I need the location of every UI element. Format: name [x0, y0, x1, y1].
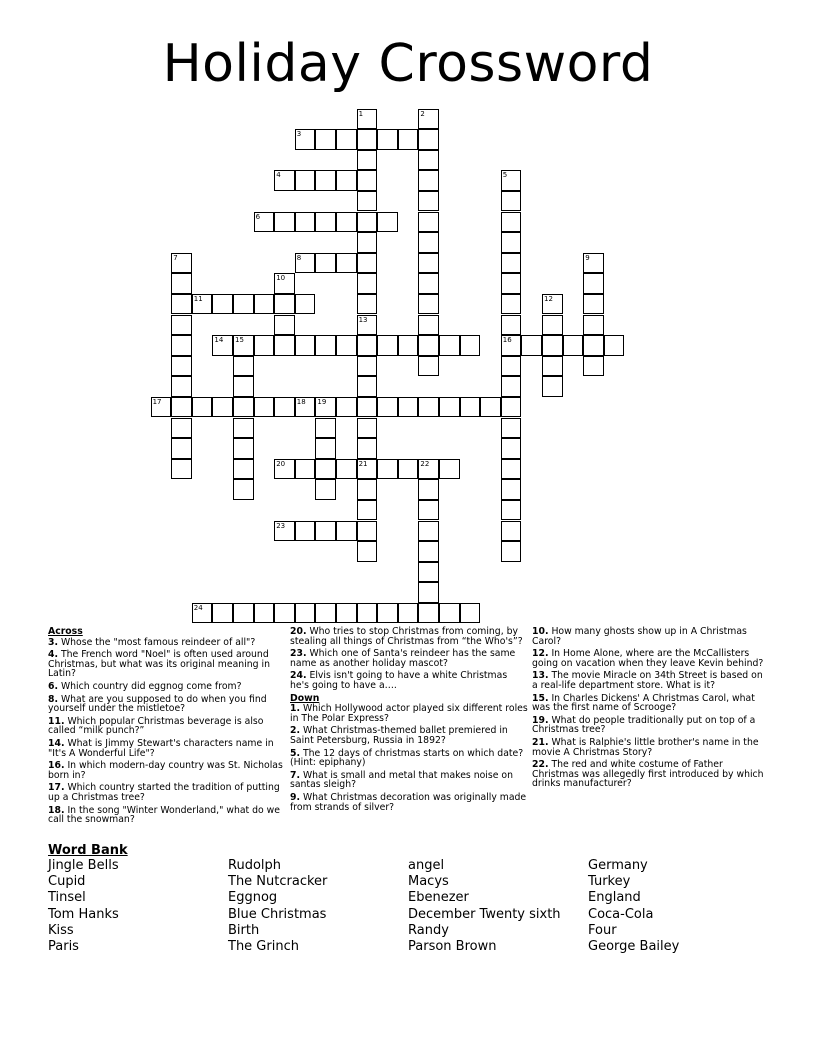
clue-number: 3.	[48, 636, 59, 648]
word-bank-item: England	[588, 890, 641, 906]
clue-text: In Home Alone, where are the McCallisters going on vacation when they leave Kevin behind?	[532, 648, 764, 669]
clue-number: 21.	[532, 736, 549, 748]
word-bank-item: angel	[408, 858, 445, 873]
word-bank-item: Paris	[48, 939, 79, 954]
grid-cell[interactable]	[233, 603, 254, 624]
grid-cell[interactable]	[377, 603, 398, 624]
clue-item	[290, 704, 528, 723]
clue-item	[532, 738, 770, 757]
cell-number: 19	[317, 397, 327, 406]
grid-cell[interactable]	[357, 212, 378, 233]
clue-text: In which modern-day country was St. Nicholas born in?	[48, 760, 283, 781]
grid-cell[interactable]	[315, 129, 336, 150]
grid-cell[interactable]	[501, 315, 522, 336]
clue-number: 23.	[290, 648, 307, 660]
grid-cell[interactable]	[501, 500, 522, 521]
grid-cell[interactable]	[501, 459, 522, 480]
grid-cell[interactable]	[295, 335, 316, 356]
clue-number: 9.	[290, 791, 301, 803]
word-bank-item: The Nutcracker	[228, 874, 328, 890]
grid-cell[interactable]	[377, 397, 398, 418]
clue-number: 17.	[48, 782, 65, 794]
cell-number: 22	[420, 459, 430, 468]
clue-text: What is Ralphie's little brother's name in the movie A Christmas Story?	[532, 736, 759, 758]
clue-text: What Christmas decoration was originally made from strands of silver?	[290, 791, 527, 813]
word-bank-item: Germany	[588, 858, 648, 873]
grid-cell[interactable]	[295, 603, 316, 624]
clue-item	[48, 783, 286, 802]
word-bank-item: Turkey	[588, 874, 631, 890]
cell-number: 2	[420, 109, 425, 118]
cell-number: 23	[276, 521, 286, 530]
grid-cell[interactable]	[542, 315, 563, 336]
clue-text: What is Jimmy Stewart's characters name in "It's A Wonderful Life"?	[48, 737, 274, 759]
clue-text: Which one of Santa's reindeer has the same name as another holiday mascot?	[290, 648, 516, 669]
grid-cell[interactable]	[542, 335, 563, 356]
grid-cell[interactable]	[377, 212, 398, 233]
grid-cell[interactable]	[357, 150, 378, 171]
clue-item	[290, 671, 528, 690]
grid-cell[interactable]	[418, 356, 439, 377]
grid-cell[interactable]	[171, 356, 192, 377]
grid-cell[interactable]	[501, 438, 522, 459]
clue-item	[48, 739, 286, 758]
grid-cell[interactable]	[233, 418, 254, 439]
word-bank-list	[48, 858, 768, 958]
grid-cell[interactable]	[233, 459, 254, 480]
word-bank-item: Eggnog	[228, 890, 278, 906]
clue-number: 22.	[532, 759, 549, 771]
clue-text: How many ghosts show up in A Christmas Carol?	[532, 626, 747, 647]
grid-cell[interactable]	[377, 459, 398, 480]
grid-cell[interactable]	[357, 479, 378, 500]
grid-cell[interactable]	[418, 521, 439, 542]
grid-cell[interactable]	[501, 253, 522, 274]
grid-cell[interactable]	[357, 294, 378, 315]
grid-cell[interactable]	[501, 232, 522, 253]
grid-cell[interactable]	[357, 191, 378, 212]
word-bank-item: The Grinch	[228, 939, 299, 954]
grid-cell[interactable]	[274, 294, 295, 315]
grid-cell[interactable]	[357, 603, 378, 624]
word-bank-item: Randy	[408, 922, 449, 938]
clue-text: In Charles Dickens' A Christmas Carol, what was the first name of Scrooge?	[532, 692, 755, 714]
cell-number: 10	[276, 274, 286, 283]
grid-cell[interactable]	[583, 273, 604, 294]
grid-cell[interactable]	[315, 459, 336, 480]
grid-cell[interactable]	[357, 376, 378, 397]
grid-cell[interactable]	[377, 335, 398, 356]
cell-number: 16	[502, 336, 512, 345]
grid-cell[interactable]	[542, 356, 563, 377]
grid-cell[interactable]	[171, 335, 192, 356]
word-bank-item: Parson Brown	[408, 939, 497, 954]
cell-number: 5	[502, 171, 508, 180]
grid-cell[interactable]	[336, 212, 357, 233]
grid-cell[interactable]	[501, 418, 522, 439]
clue-column	[48, 627, 286, 828]
cell-number: 15	[235, 336, 244, 345]
grid-cell[interactable]	[460, 335, 481, 356]
clue-item	[290, 793, 528, 812]
grid-cell[interactable]	[295, 170, 316, 191]
grid-cell[interactable]	[357, 129, 378, 150]
clue-item	[48, 761, 286, 780]
grid-cell[interactable]	[418, 479, 439, 500]
cell-number: 1	[358, 109, 364, 118]
grid-cell[interactable]	[254, 397, 275, 418]
clue-text: What Christmas-themed ballet premiered in Saint Petersburg, Russia in 1892?	[290, 725, 508, 746]
grid-cell[interactable]	[357, 541, 378, 562]
grid-cell[interactable]	[171, 459, 192, 480]
grid-cell[interactable]	[583, 356, 604, 377]
grid-cell[interactable]	[315, 438, 336, 459]
grid-cell[interactable]	[398, 335, 419, 356]
cell-number: 21	[358, 459, 368, 468]
clue-number: 15.	[532, 692, 549, 704]
clue-number: 18.	[48, 804, 65, 816]
grid-cell[interactable]	[439, 335, 460, 356]
grid-cell[interactable]	[501, 294, 522, 315]
cell-number: 9	[585, 253, 590, 262]
clue-item	[48, 650, 286, 679]
grid-cell[interactable]	[315, 521, 336, 542]
grid-cell[interactable]	[336, 397, 357, 418]
clue-item	[290, 649, 528, 668]
grid-cell[interactable]	[398, 603, 419, 624]
word-bank-item: George Bailey	[588, 939, 680, 954]
clue-item	[48, 695, 286, 714]
cell-number: 20	[276, 459, 286, 468]
grid-cell[interactable]	[357, 232, 378, 253]
clue-number: 16.	[48, 760, 65, 772]
cell-number: 11	[193, 294, 203, 303]
grid-cell[interactable]	[171, 273, 192, 294]
grid-cell[interactable]	[336, 335, 357, 356]
word-bank	[48, 843, 768, 958]
grid-cell[interactable]	[418, 397, 439, 418]
grid-cell[interactable]	[274, 397, 295, 418]
page-title: Holiday Crossword	[162, 34, 654, 94]
grid-cell[interactable]	[418, 603, 439, 624]
word-bank-item: Tom Hanks	[48, 906, 119, 922]
grid-cell[interactable]	[315, 603, 336, 624]
grid-cell[interactable]	[604, 335, 625, 356]
grid-cell[interactable]	[336, 170, 357, 191]
word-bank-item: Macys	[408, 874, 449, 890]
grid-cell[interactable]	[418, 170, 439, 191]
grid-cell[interactable]	[357, 273, 378, 294]
clue-text: Which country did eggnog come from?	[58, 680, 242, 692]
clue-item	[290, 749, 528, 768]
grid-cell[interactable]	[583, 294, 604, 315]
grid-cell[interactable]	[583, 315, 604, 336]
clue-column	[532, 627, 770, 792]
clue-number: 20.	[290, 626, 307, 637]
grid-cell[interactable]	[233, 479, 254, 500]
grid-cell[interactable]	[501, 212, 522, 233]
grid-cell[interactable]	[583, 335, 604, 356]
grid-cell[interactable]	[336, 459, 357, 480]
grid-cell[interactable]	[274, 315, 295, 336]
clue-text: What are you supposed to do when you find yourself under the mistletoe?	[48, 693, 267, 715]
clue-text: What is small and metal that makes noise on santas sleigh?	[290, 769, 513, 791]
cell-number: 7	[173, 253, 178, 262]
grid-cell[interactable]	[439, 397, 460, 418]
grid-cell[interactable]	[563, 335, 584, 356]
grid-cell[interactable]	[336, 129, 357, 150]
grid-cell[interactable]	[357, 170, 378, 191]
clue-number: 24.	[290, 670, 307, 682]
word-bank-item: Ebenezer	[408, 890, 469, 906]
word-bank-item: December Twenty sixth	[408, 906, 561, 922]
word-bank-item: Cupid	[48, 874, 86, 890]
cell-number: 3	[296, 130, 302, 139]
clue-item	[290, 726, 528, 745]
grid-cell[interactable]	[439, 603, 460, 624]
grid-cell[interactable]	[315, 212, 336, 233]
grid-cell[interactable]	[418, 335, 439, 356]
grid-cell[interactable]	[377, 129, 398, 150]
grid-cell[interactable]	[501, 376, 522, 397]
clue-item	[48, 806, 286, 825]
grid-cell[interactable]	[357, 521, 378, 542]
grid-cell[interactable]	[171, 397, 192, 418]
grid-cell[interactable]	[274, 212, 295, 233]
clue-number: 2.	[290, 725, 301, 737]
grid-cell[interactable]	[418, 129, 439, 150]
clue-number: 12.	[532, 648, 549, 660]
grid-cell[interactable]	[295, 459, 316, 480]
grid-cell[interactable]	[171, 418, 192, 439]
clue-text: Which popular Christmas beverage is also called “milk punch?”	[48, 715, 264, 737]
clue-item	[532, 694, 770, 713]
grid-cell[interactable]	[521, 335, 542, 356]
clue-item	[532, 760, 770, 789]
grid-cell[interactable]	[418, 541, 439, 562]
clue-item	[532, 671, 770, 690]
clue-text: The red and white costume of Father Christmas was allegedly first introduced by which drinks manufacturer?	[532, 759, 764, 790]
grid-cell[interactable]	[254, 603, 275, 624]
grid-cell[interactable]	[295, 521, 316, 542]
cell-number: 18	[296, 397, 306, 406]
clue-item	[290, 627, 528, 646]
grid-cell[interactable]	[233, 376, 254, 397]
clue-item	[48, 717, 286, 736]
grid-cell[interactable]	[418, 232, 439, 253]
cell-number: 12	[544, 294, 553, 303]
grid-cell[interactable]	[418, 500, 439, 521]
grid-cell[interactable]	[357, 397, 378, 418]
word-bank-item: Tinsel	[48, 890, 86, 906]
grid-cell[interactable]	[254, 294, 275, 315]
word-bank-item: Four	[588, 922, 617, 938]
clue-number: 4.	[48, 649, 59, 661]
grid-cell[interactable]	[357, 438, 378, 459]
clue-text: The French word "Noel" is often used around Christmas, but what was its original meaning in Latin?	[48, 649, 270, 680]
grid-cell[interactable]	[233, 438, 254, 459]
clue-number: 10.	[532, 626, 549, 637]
grid-cell[interactable]	[212, 603, 233, 624]
grid-cell[interactable]	[501, 273, 522, 294]
clue-item	[532, 649, 770, 668]
grid-cell[interactable]	[254, 335, 275, 356]
word-bank-item: Birth	[228, 922, 260, 938]
grid-cell[interactable]	[171, 376, 192, 397]
clue-item	[48, 638, 286, 648]
clue-text: The 12 days of christmas starts on which date? (Hint: epiphany)	[290, 747, 524, 769]
clue-item	[532, 716, 770, 735]
grid-cell[interactable]	[233, 356, 254, 377]
clue-number: 7.	[290, 769, 301, 781]
grid-cell[interactable]	[315, 479, 336, 500]
cell-number: 14	[214, 336, 224, 345]
clue-section-heading: Across	[48, 626, 83, 637]
cell-number: 17	[152, 397, 162, 406]
grid-cell[interactable]	[501, 356, 522, 377]
grid-cell[interactable]	[418, 294, 439, 315]
grid-cell[interactable]	[212, 294, 233, 315]
grid-cell[interactable]	[357, 500, 378, 521]
grid-cell[interactable]	[398, 459, 419, 480]
grid-cell[interactable]	[192, 397, 213, 418]
grid-cell[interactable]	[398, 129, 419, 150]
grid-cell[interactable]	[233, 294, 254, 315]
cell-number: 13	[358, 315, 368, 324]
grid-cell[interactable]	[357, 253, 378, 274]
grid-cell[interactable]	[336, 521, 357, 542]
clue-number: 1.	[290, 703, 301, 715]
word-bank-item: Coca-Cola	[588, 906, 654, 922]
grid-cell[interactable]	[418, 315, 439, 336]
grid-cell[interactable]	[315, 170, 336, 191]
cell-number: 4	[276, 171, 281, 180]
clue-text: Who tries to stop Christmas from coming, by stealing all things of Christmas from “the Who's”?	[290, 626, 523, 647]
grid-cell[interactable]	[274, 603, 295, 624]
clue-text: Which Hollywood actor played six different roles in The Polar Express?	[290, 703, 528, 724]
clue-column	[290, 627, 528, 815]
clue-number: 11.	[48, 715, 65, 727]
grid-cell[interactable]	[212, 397, 233, 418]
grid-cell[interactable]	[315, 335, 336, 356]
word-bank-item: Kiss	[48, 922, 74, 938]
grid-cell[interactable]	[439, 459, 460, 480]
clue-number: 8.	[48, 693, 59, 705]
grid-cell[interactable]	[274, 335, 295, 356]
clue-text: Whose the "most famous reindeer of all"?	[58, 636, 256, 648]
grid-cell[interactable]	[315, 418, 336, 439]
cell-number: 24	[193, 603, 203, 612]
grid-cell[interactable]	[295, 294, 316, 315]
grid-cell[interactable]	[295, 212, 316, 233]
clue-text: In the song "Winter Wonderland," what do we call the snowman?	[48, 804, 280, 826]
grid-cell[interactable]	[501, 397, 522, 418]
grid-cell[interactable]	[171, 294, 192, 315]
grid-cell[interactable]	[171, 315, 192, 336]
grid-cell[interactable]	[542, 376, 563, 397]
cell-number: 8	[296, 253, 302, 262]
clue-item	[532, 627, 770, 646]
grid-cell[interactable]	[418, 253, 439, 274]
clue-section-heading: Down	[290, 692, 320, 704]
grid-cell[interactable]	[460, 603, 481, 624]
grid-cell[interactable]	[336, 253, 357, 274]
clue-text: The movie Miracle on 34th Street is based on a real-life department store. What is it?	[532, 670, 763, 691]
word-bank-item: Jingle Bells	[48, 858, 119, 873]
grid-cell[interactable]	[460, 397, 481, 418]
grid-cell[interactable]	[418, 212, 439, 233]
clue-number: 5.	[290, 747, 301, 759]
clue-number: 14.	[48, 737, 65, 749]
grid-cell[interactable]	[357, 418, 378, 439]
grid-cell[interactable]	[315, 253, 336, 274]
grid-cell[interactable]	[398, 397, 419, 418]
grid-cell[interactable]	[480, 397, 501, 418]
clue-number: 13.	[532, 670, 549, 682]
grid-cell[interactable]	[357, 356, 378, 377]
clue-item	[290, 771, 528, 790]
cell-number: 6	[255, 212, 261, 221]
clue-number: 19.	[532, 714, 549, 726]
grid-cell[interactable]	[418, 273, 439, 294]
grid-cell[interactable]	[418, 562, 439, 583]
word-bank-item: Rudolph	[228, 858, 281, 873]
grid-cell[interactable]	[418, 150, 439, 171]
grid-cell[interactable]	[336, 603, 357, 624]
grid-cell[interactable]	[357, 335, 378, 356]
clue-item	[48, 682, 286, 692]
grid-cell[interactable]	[501, 541, 522, 562]
grid-cell[interactable]	[233, 397, 254, 418]
grid-cell[interactable]	[418, 582, 439, 603]
grid-cell[interactable]	[418, 191, 439, 212]
grid-cell[interactable]	[501, 191, 522, 212]
word-bank-title: Word Bank	[48, 843, 128, 858]
clue-number: 6.	[48, 680, 59, 692]
grid-cell[interactable]	[171, 438, 192, 459]
grid-cell[interactable]	[501, 479, 522, 500]
clue-text: What do people traditionally put on top of a Christmas tree?	[532, 714, 756, 736]
grid-cell[interactable]	[501, 521, 522, 542]
word-bank-item: Blue Christmas	[228, 906, 327, 922]
clue-text: Elvis isn't going to have a white Christmas he's going to have a….	[290, 670, 508, 691]
clue-text: Which country started the tradition of putting up a Christmas tree?	[48, 782, 280, 803]
